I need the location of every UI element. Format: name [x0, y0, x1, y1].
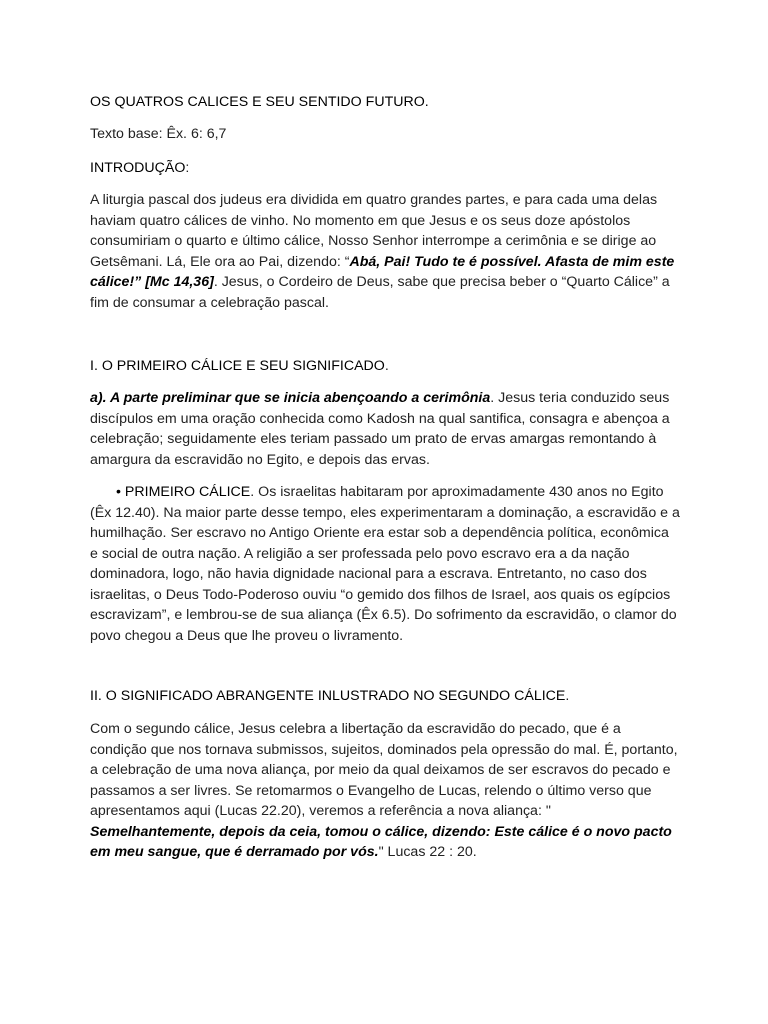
intro-text-after: . Jesus, o Cordeiro de Deus, sabe que precisa beber o “Quarto Cálice” a fim de consumar a celebração pascal. — [90, 274, 670, 311]
section1-sub-a-emph: a). A parte preliminar que se inicia abençoando a cerimônia — [90, 390, 491, 406]
intro-heading: INTRODUÇÃO — [90, 160, 186, 176]
intro-paragraph — [90, 190, 680, 313]
bullet-symbol: • — [116, 484, 121, 500]
section2-heading-line — [90, 686, 680, 707]
section2-heading: II. O SIGNIFICADO ABRANGENTE INLUSTRADO NO SEGUNDO CÁLICE — [90, 688, 566, 704]
section1-heading-end: . — [384, 358, 389, 374]
section1-sub-a-text: . Jesus teria conduzido seus discípulos em uma oração conhecida como Kadosh na qual santifica, consagra e abençoa a celebração; seguidamente eles teriam passado um prato de ervas amargas remontando à amargura da escravidão no Egito, e depois das ervas. — [90, 390, 670, 468]
section1-bullet-heading: PRIMEIRO CÁLICE — [124, 484, 251, 500]
intro-colon: : — [185, 160, 190, 176]
intro-quote: Abá, Pai! Tudo te é possível. Afasta de mim este cálice!” [Mc 14,36] — [90, 253, 675, 290]
section1-bullet-text: . Os israelitas habitaram por aproximadamente 430 anos no Egito (Êx 12.40). Na maior parte desse tempo, eles experimentaram a dominação, a escravidão e a humilhação. Ser escravo no Antigo Oriente era estar sob a dependência política, econômica e social de outra nação. A religião a ser professada pelo povo escravo era a da nação dominadora, logo, não havia dignidade nacional para a escrava. Entretanto, no caso dos israelitas, o Deus Todo-Poderoso ouviu “o gemido dos filhos de Israel, aos quais os egípcios escravizam”, e lembrou-se de sua aliança (Êx 6.5). Do sofrimento da escravidão, o clamor do povo chegou a Deus que lhe proveu o livramento. — [90, 484, 680, 644]
section2-paragraph — [90, 719, 680, 863]
section1-heading-line — [90, 356, 680, 377]
section1-sub-a — [90, 388, 680, 470]
section2-heading-end: . — [565, 688, 570, 704]
section1-bullet-paragraph — [90, 482, 680, 646]
section2-text-before: Com o segundo cálice, Jesus celebra a libertação da escravidão do pecado, que é a condição que nos tornava submissos, sujeitos, dominados pela opressão do mal. É, portanto, a celebração de uma nova aliança, por meio da qual deixamos de ser escravos do pecado e passamos a ser livres. Se retomarmos o Evangelho de Lucas, relendo o último verso que apresentamos aqui (Lucas 22.20), veremos a referência a nova aliança: " — [90, 721, 678, 819]
intro-text-before: A liturgia pascal dos judeus era dividida em quatro grandes partes, e para cada uma delas haviam quatro cálices de vinho. No momento em que Jesus e os seus doze apóstolos consumiriam o quarto e último cálice, Nosso Senhor interrompe a cerimônia e se dirige ao Getsêmani. Lá, Ele ora ao Pai, dizendo: “ — [90, 192, 658, 270]
document-title: OS QUATROS CALICES E SEU SENTIDO FUTURO. — [90, 94, 429, 110]
section1-heading: I. O PRIMEIRO CÁLICE E SEU SIGNIFICADO — [90, 358, 385, 374]
base-text: Texto base: Êx. 6: 6,7 — [90, 126, 227, 142]
section2-quote: Semelhantemente, depois da ceia, tomou o cálice, dizendo: Este cálice é o novo pacto em meu sangue, que é derramado por vós. — [90, 823, 672, 860]
intro-heading-line — [90, 158, 680, 179]
section2-text-after: " Lucas 22 : 20. — [378, 844, 477, 860]
